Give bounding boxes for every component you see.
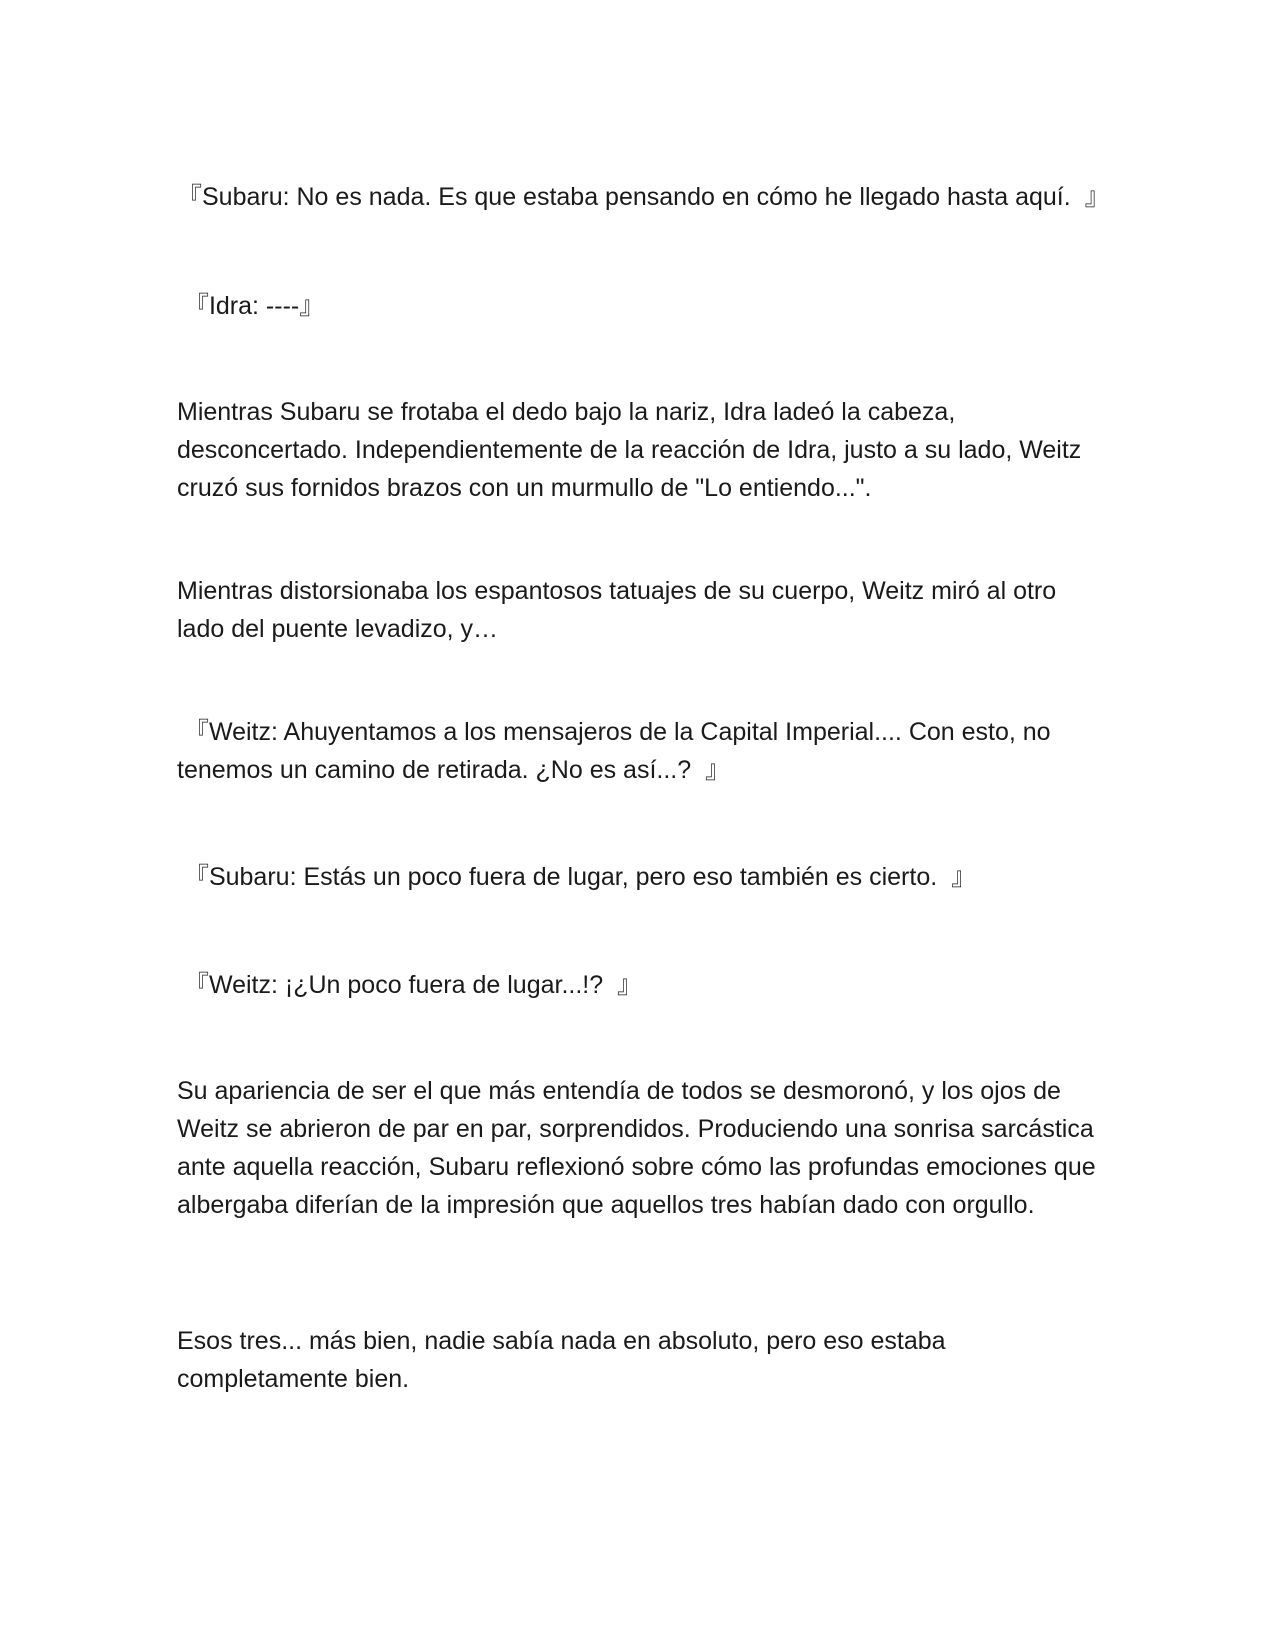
- narration-paragraph-3: Su apariencia de ser el que más entendía de todos se desmoronó, y los ojos de Weitz se abrieron de par en par, sorprendidos. Produciendo una sonrisa sarcástica ante aquella reacción, Subaru reflexionó sobre cómo las profundas emociones que albergaba diferían de la impresión que aquellos tres habían dado con orgullo.: [177, 1077, 1103, 1219]
- dialogue-idra: 『Idra: ----』: [177, 292, 325, 320]
- dialogue-subaru-1: 『Subaru: No es nada. Es que estaba pensando en cómo he llegado hasta aquí. 』: [177, 145, 1110, 211]
- narration-paragraph-2: Mientras distorsionaba los espantosos tatuajes de su cuerpo, Weitz miró al otro lado del puente levadizo, y…: [177, 577, 1064, 643]
- narration-paragraph-4: Esos tres... más bien, nadie sabía nada en absoluto, pero eso estaba completamente bien.: [177, 1327, 953, 1393]
- dialogue-weitz-1: 『Weitz: Ahuyentamos a los mensajeros de la Capital Imperial.... Con esto, no tenemos un camino de retirada. ¿No es así...? 』: [177, 718, 1058, 784]
- dialogue-weitz-2: 『Weitz: ¡¿Un poco fuera de lugar...!? 』: [177, 971, 643, 999]
- narration-paragraph-1: Mientras Subaru se frotaba el dedo bajo la nariz, Idra ladeó la cabeza, desconcertado. Independientemente de la reacción de Idra, justo a su lado, Weitz cruzó sus fornidos brazos con un murmullo de "Lo entiendo...".: [177, 398, 1089, 502]
- dialogue-subaru-2: 『Subaru: Estás un poco fuera de lugar, pero eso también es cierto. 』: [177, 863, 977, 891]
